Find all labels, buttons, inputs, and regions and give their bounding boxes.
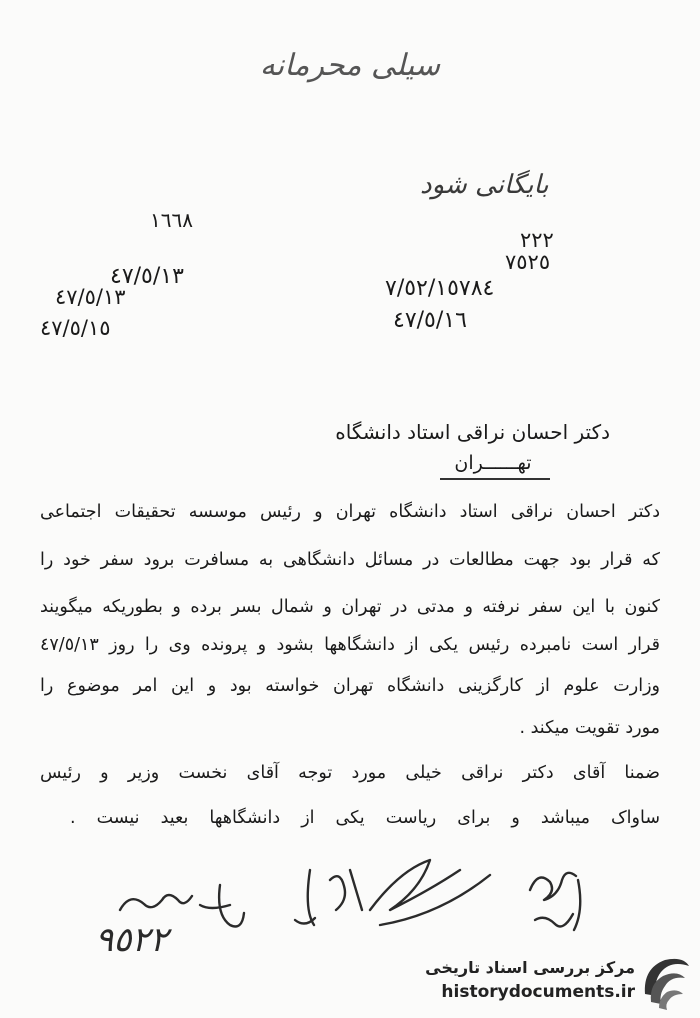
body-line: کنون با این سفر نرفته و مدتی در تهران و شمال بسر برده و بطوریکه میگویند [40,597,660,617]
recipient-line: دکتر احسان نراقی استاد دانشگاه [335,420,610,444]
handwritten-annotation: بایگانی شود [420,170,549,200]
file-number-a: ٢٢٢ [520,228,554,252]
watermark-url: historydocuments.ir [441,982,635,1002]
date-stamp-3: ٤٧/٥/١٥ [40,316,111,340]
reference-number: ١٦٦٨ [150,208,193,232]
body-line: مورد تقویت میکند . [519,718,660,738]
body-line: دکتر احسان نراقی استاد دانشگاه تهران و رئیس موسسه تحقیقات اجتماعی [40,502,660,522]
letter-reference: ٧/٥٢/١٥٧٨٤ [385,276,495,301]
file-number-b: ٧٥٢٥ [505,250,551,274]
archive-logo-icon [639,954,691,1010]
classification-stamp: سیلی محرمانه [259,48,441,83]
body-line: ضمنا آقای دکتر نراقی خیلی مورد توجه آقای نخست وزیر و رئیس [40,763,660,783]
body-line: وزارت علوم از کارگزینی دانشگاه تهران خواسته بود و این امر موضوع را [40,676,660,696]
body-line: که قرار بود جهت مطالعات در مسائل دانشگاهی به مسافرت برود سفر خود را [40,550,660,570]
body-line: ساواک میباشد و برای ریاست یکی از دانشگاهها بعید نیست . [70,808,660,828]
watermark-title: مرکز بررسی اسناد تاریخی [425,958,635,977]
date-stamp-1: ٤٧/٥/١٣ [110,264,184,289]
archive-watermark [410,952,695,1012]
letter-date: ٤٧/٥/١٦ [393,308,467,333]
recipient-underline [440,478,550,480]
recipient-city: تهــــــران [454,452,532,474]
body-line: قرار است نامبرده رئیس یکی از دانشگاهها بشود و پرونده وی را روز ٤٧/٥/١٣ [40,635,660,655]
margin-number: ٩٥٢٢ [95,920,169,960]
date-stamp-2: ٤٧/٥/١٣ [55,285,126,309]
